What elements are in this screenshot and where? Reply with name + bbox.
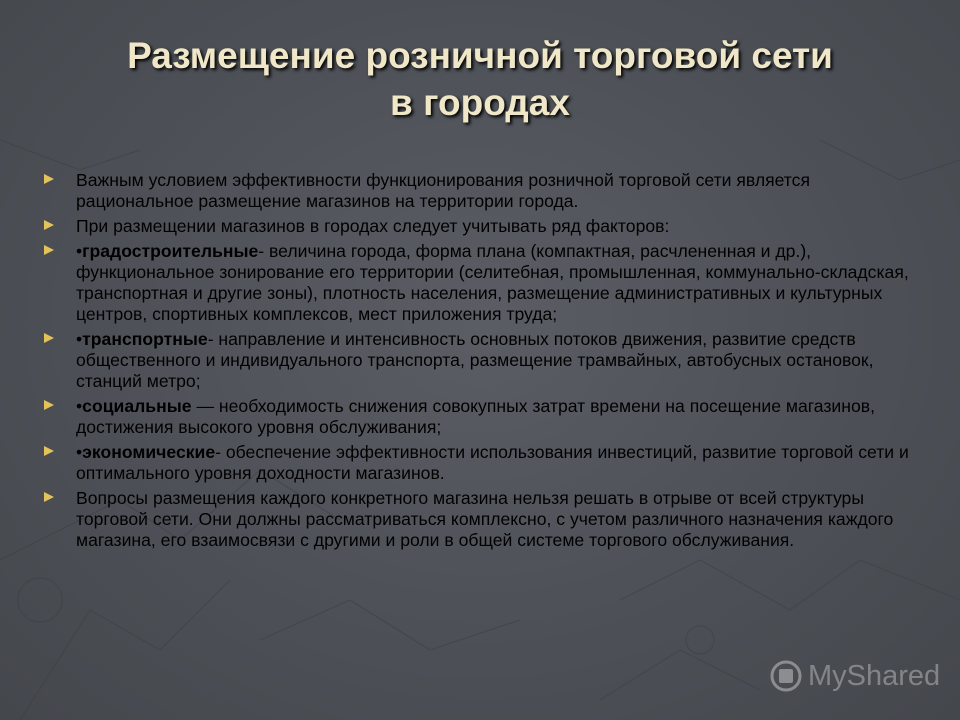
bullet-dot: • [76, 442, 83, 462]
bullet-text: Вопросы размещения каждого конкретного магазина нельзя решать в отрыве от всей структуры торговой сети. Они должны рассматриваться комплексно, с учетом различного назначения каждого магазина, его взаимосвязи с другими и роли в общей системе торгового обслуживания. [76, 488, 894, 550]
bullet-item [44, 170, 924, 212]
bullet-arrow-icon [44, 333, 54, 343]
factor-label: социальные [82, 396, 192, 416]
bullet-item-urban-planning [44, 241, 924, 325]
bullet-text: — необходимость снижения совокупных затрат времени на посещение магазинов, достижения высокого уровня обслуживания; [76, 396, 875, 437]
myshared-logo-icon [768, 658, 804, 694]
slide-title-line-2: в городах [390, 82, 570, 123]
bullet-arrow-icon [44, 245, 54, 255]
bullet-text: - направление и интенсивность основных потоков движения, развитие средств общественного и индивидуального транспорта, размещение трамвайных, автобусных остановок, станций метро; [76, 329, 874, 391]
bullet-arrow-icon [44, 446, 54, 456]
watermark [768, 656, 940, 696]
factor-label: экономические [82, 442, 216, 462]
watermark-text: MyShared [808, 659, 941, 692]
bullet-item-economic [44, 442, 924, 484]
bullet-dot: • [76, 396, 83, 416]
bullet-arrow-icon [44, 400, 54, 410]
bullet-arrow-icon [44, 492, 54, 502]
bullet-list [44, 170, 924, 555]
bullet-arrow-icon [44, 174, 54, 184]
slide-title-line-1: Размещение розничной торговой сети [127, 35, 833, 76]
slide-title [20, 32, 940, 126]
bullet-item [44, 488, 924, 551]
bullet-text: Важным условием эффективности функционирования розничной торговой сети является рациональное размещение магазинов на территории города. [76, 170, 810, 211]
bullet-text: При размещении магазинов в городах следует учитывать ряд факторов: [76, 216, 670, 236]
bullet-item [44, 216, 924, 237]
bullet-arrow-icon [44, 220, 54, 230]
bullet-text: - обеспечение эффективности использования инвестиций, развитие торговой сети и оптимального уровня доходности магазинов. [76, 442, 909, 483]
factor-label: градостроительные [82, 241, 259, 261]
bullet-item-transport [44, 329, 924, 392]
bullet-text: - величина города, форма плана (компактная, расчлененная и др.), функциональное зонирование его территории (селитебная, промышленная, коммунально-складская, транспортная и другие зоны), плотность населения, размещение административных и культурных центров, спортивных комплексов, мест приложения труда; [76, 241, 909, 324]
factor-label: транспортные [82, 329, 208, 349]
bullet-dot: • [76, 329, 83, 349]
bullet-item-social [44, 396, 924, 438]
bullet-dot: • [76, 241, 83, 261]
